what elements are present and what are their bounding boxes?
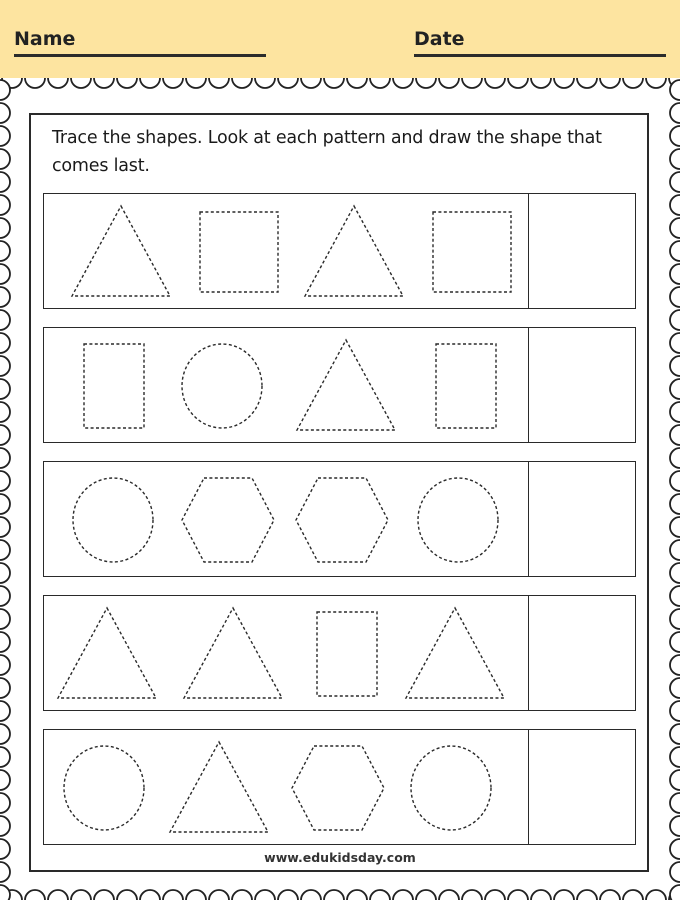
answer-box[interactable] (528, 194, 635, 308)
rectangle-outline (317, 612, 377, 696)
square-outline (433, 212, 511, 292)
date-line[interactable] (414, 54, 666, 57)
circle-outline (64, 746, 144, 830)
hexagon-outline (182, 478, 274, 562)
shape-rectangle[interactable] (426, 336, 506, 436)
pattern-row-3 (43, 461, 636, 577)
triangle-outline (297, 340, 395, 430)
circle-outline (418, 478, 498, 562)
header-band (0, 0, 680, 86)
pattern-row-5 (43, 729, 636, 845)
pattern-row-4 (43, 595, 636, 711)
pattern-row-1 (43, 193, 636, 309)
shape-triangle[interactable] (164, 738, 274, 838)
date-label: Date (414, 28, 465, 50)
triangle-outline (406, 608, 504, 698)
shape-triangle[interactable] (52, 604, 162, 704)
shape-hexagon[interactable] (292, 470, 392, 570)
instructions-text: Trace the shapes. Look at each pattern and draw the shape that comes last. (52, 128, 602, 176)
answer-box[interactable] (528, 596, 635, 710)
shape-hexagon[interactable] (288, 738, 388, 838)
name-line[interactable] (14, 54, 266, 57)
shape-triangle[interactable] (291, 336, 401, 436)
rectangle-outline (436, 344, 496, 428)
shape-circle[interactable] (59, 738, 149, 838)
shape-triangle[interactable] (178, 604, 288, 704)
shape-circle[interactable] (68, 470, 158, 570)
shape-triangle[interactable] (299, 202, 409, 302)
hexagon-outline (292, 746, 384, 830)
name-label: Name (14, 28, 76, 50)
shape-circle[interactable] (406, 738, 496, 838)
triangle-outline (184, 608, 282, 698)
circle-outline (73, 478, 153, 562)
pattern-row-2 (43, 327, 636, 443)
shape-circle[interactable] (177, 336, 267, 436)
shape-circle[interactable] (413, 470, 503, 570)
triangle-outline (72, 206, 170, 296)
triangle-outline (58, 608, 156, 698)
square-outline (200, 212, 278, 292)
answer-box[interactable] (528, 462, 635, 576)
triangle-outline (305, 206, 403, 296)
shape-square[interactable] (427, 202, 517, 302)
footer-website: www.edukidsday.com (264, 850, 416, 865)
answer-box[interactable] (528, 730, 635, 844)
rectangle-outline (84, 344, 144, 428)
shape-rectangle[interactable] (307, 604, 387, 704)
shape-rectangle[interactable] (74, 336, 154, 436)
shape-square[interactable] (194, 202, 284, 302)
shape-triangle[interactable] (400, 604, 510, 704)
circle-outline (411, 746, 491, 830)
answer-box[interactable] (528, 328, 635, 442)
circle-outline (182, 344, 262, 428)
triangle-outline (170, 742, 268, 832)
hexagon-outline (296, 478, 388, 562)
shape-triangle[interactable] (66, 202, 176, 302)
shape-hexagon[interactable] (178, 470, 278, 570)
